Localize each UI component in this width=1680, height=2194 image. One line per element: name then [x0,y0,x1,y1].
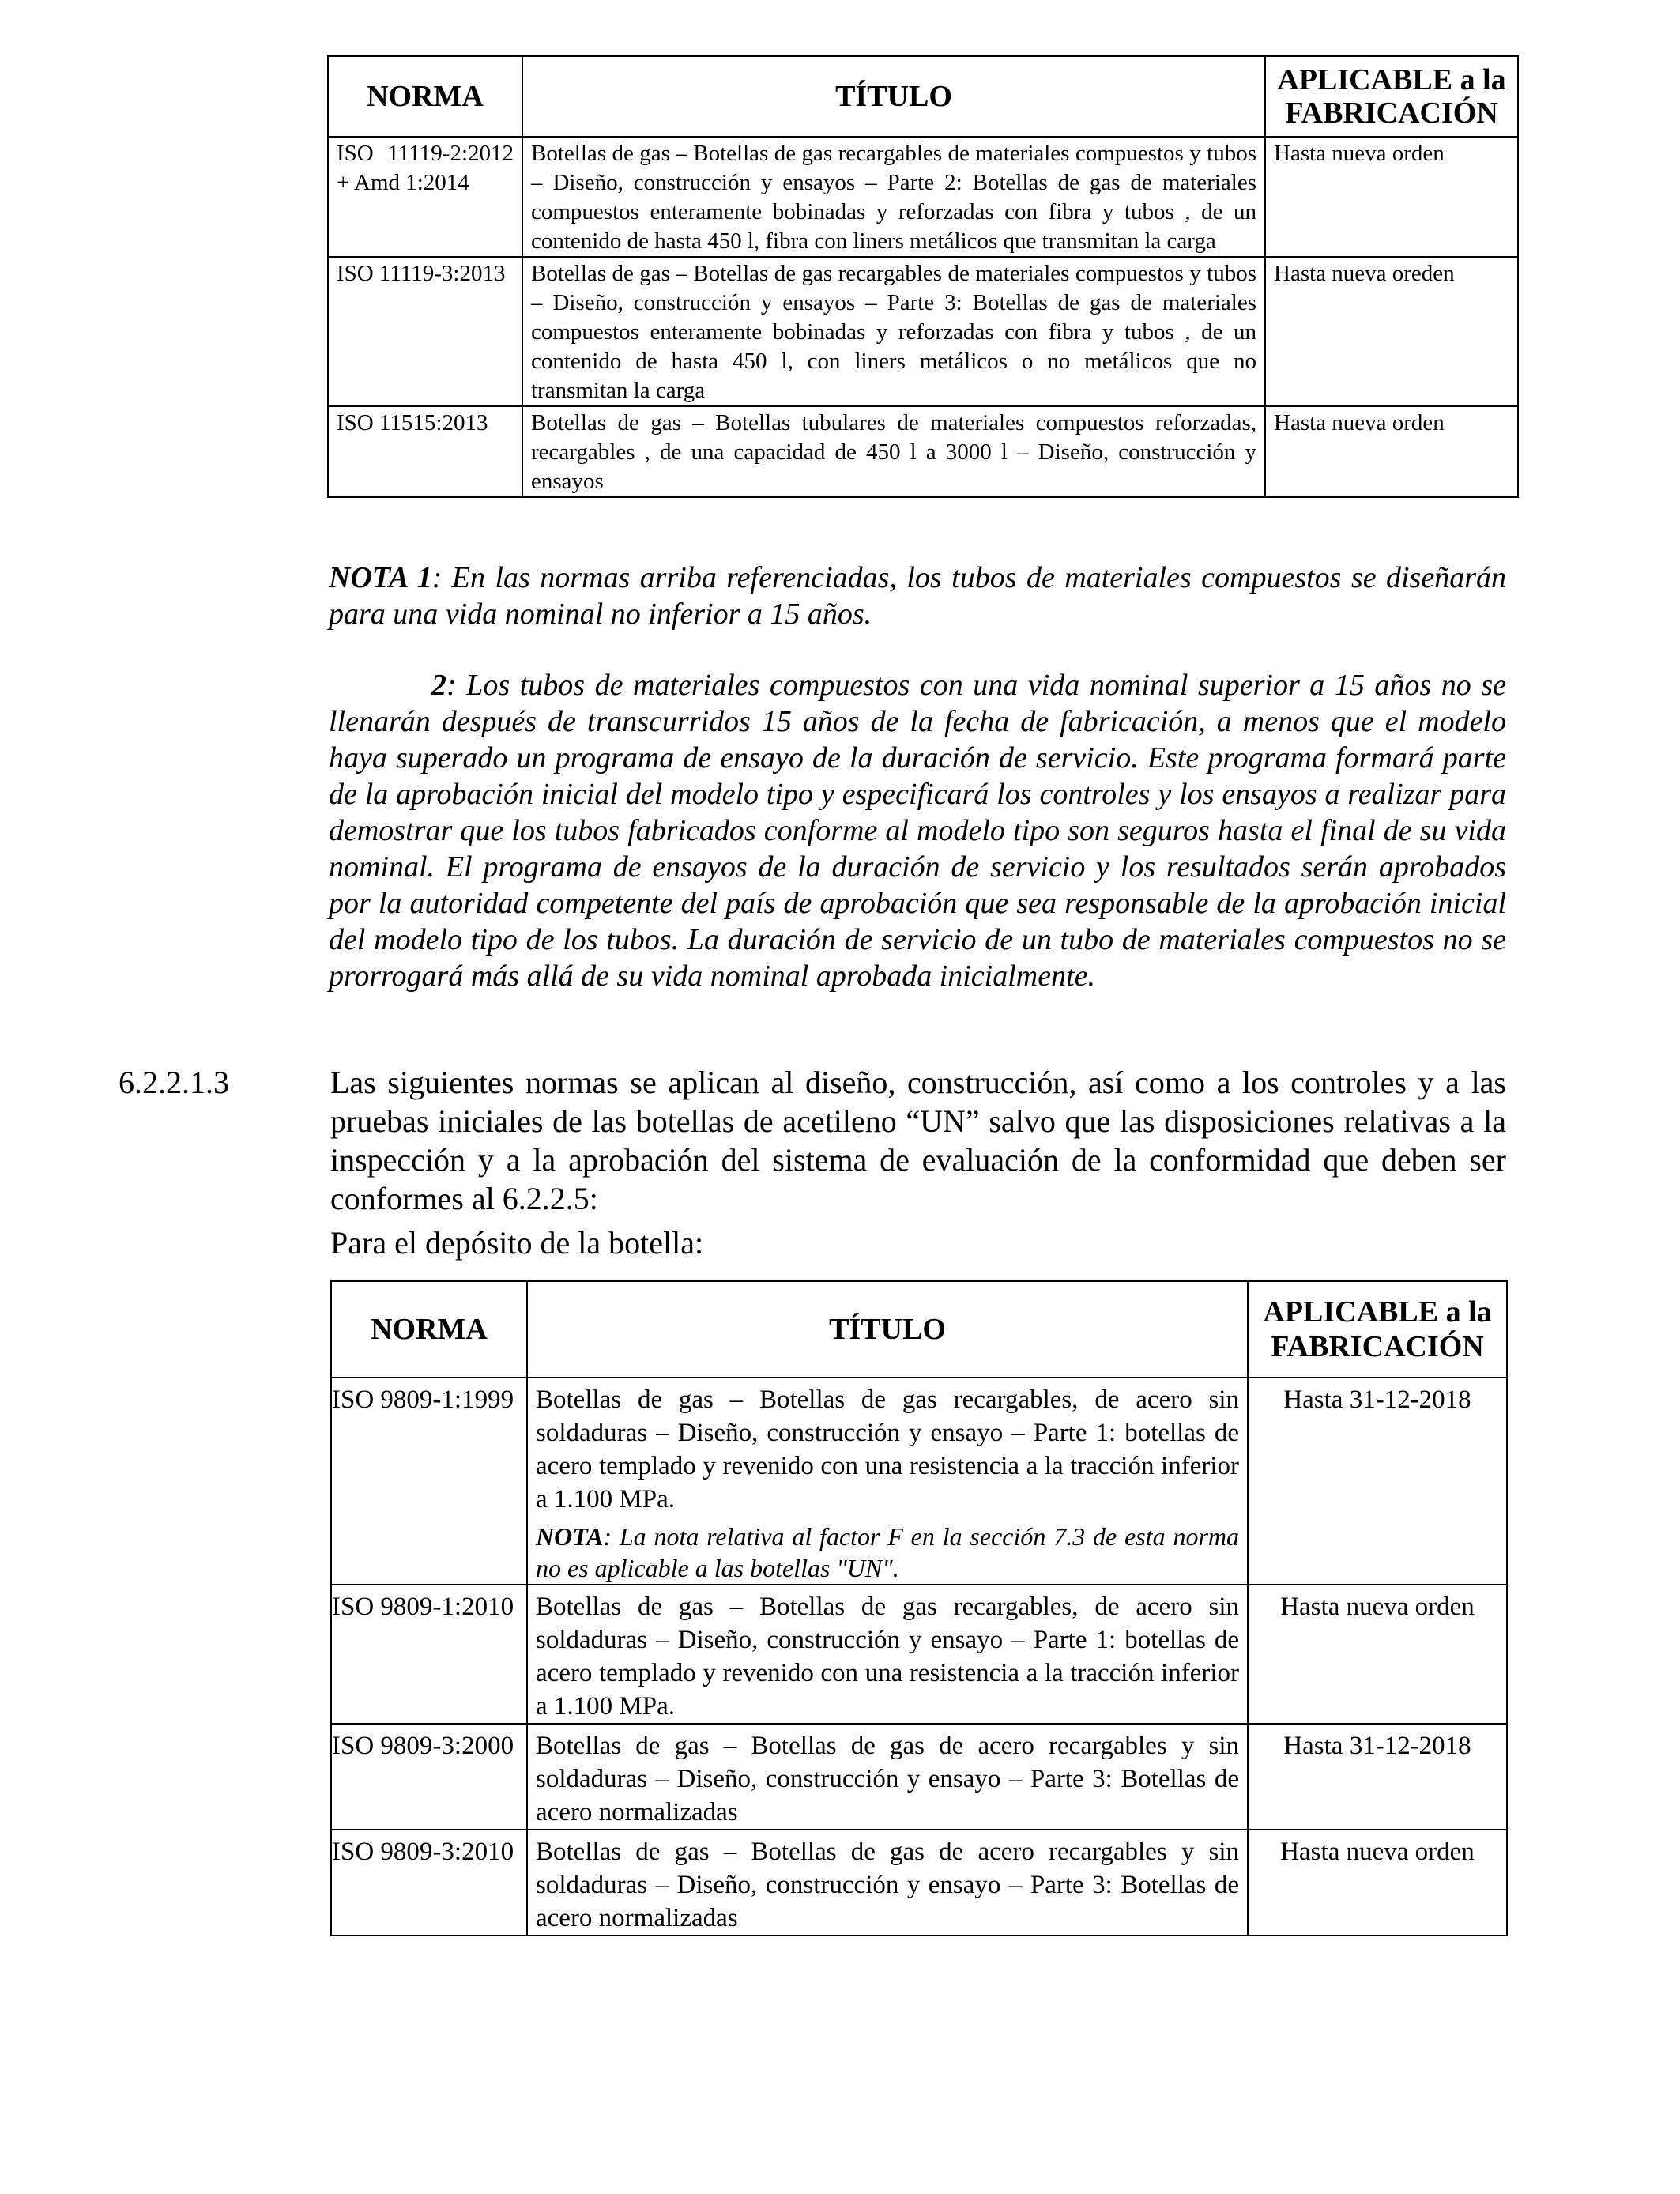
titulo-cell: Botellas de gas – Botellas de gas recargables de materiales compuestos y tubos – Diseño, construcción y ensayos – Parte 3: Botellas de gas de materiales compuestos enteramente bobinadas y reforzadas con fibra y tubos , de un contenido de hasta 450 l, con liners metálicos o no metálicos que no transmitan la carga [522,257,1265,406]
titulo-note [536,1521,1239,1584]
titulo-text: Botellas de gas – Botellas de gas recargables, de acero sin soldaduras – Diseño, construcción y ensayo – Parte 1: botellas de acero templado y revenido con una resistencia a la tracción inferior a 1.100 MPa. [536,1385,1239,1514]
header-titulo: TÍTULO [522,56,1265,137]
nota-2 [329,667,1506,994]
table-header-row [328,56,1518,137]
table-row [331,1724,1507,1830]
titulo-cell: Botellas de gas – Botellas de gas de acero recargables y sin soldaduras – Diseño, construcción y ensayo – Parte 3: Botellas de acero normalizadas [527,1724,1248,1830]
aplicable-cell: Hasta 31-12-2018 [1248,1724,1507,1830]
table-row [331,1585,1507,1724]
norma-cell: ISO 9809-1:2010 [331,1585,527,1724]
norma-cell: ISO 9809-3:2000 [331,1724,527,1830]
norma-cell: ISO 11515:2013 [328,406,522,497]
titulo-cell [527,1378,1248,1585]
table-row [331,1378,1507,1585]
nota-1-label: NOTA 1 [329,561,432,594]
header-norma: NORMA [328,56,522,137]
aplicable-cell: Hasta nueva orden [1248,1830,1507,1936]
header-titulo: TÍTULO [527,1281,1248,1378]
table-row [328,257,1518,406]
nota-1 [329,560,1506,632]
note-label: NOTA [536,1522,604,1551]
aplicable-cell: Hasta nueva oreden [1265,257,1518,406]
table-row [328,137,1518,257]
header-aplicable: APLICABLE a la FABRICACIÓN [1248,1281,1507,1378]
aplicable-cell: Hasta 31-12-2018 [1248,1378,1507,1585]
section-text: Las siguientes normas se aplican al diseño, construcción, así como a los controles y a las pruebas iniciales de las botellas de acetileno “UN” salvo que las disposiciones relativas a la inspección y a la aprobación del sistema de evaluación de la conformidad que deben ser conformes al 6.2.2.5: [330,1065,1506,1216]
nota-1-text: : En las normas arriba referenciadas, los tubos de materiales compuestos se diseñarán para una vida nominal no inferior a 15 años. [329,561,1507,631]
norma-cell: ISO 9809-3:2010 [331,1830,527,1936]
note-text: : La nota relativa al factor F en la sección 7.3 de esta norma no es aplicable a las botellas "UN". [536,1522,1239,1582]
aplicable-cell: Hasta nueva orden [1265,406,1518,497]
section-subheading: Para el depósito de la botella: [330,1225,704,1261]
norma-cell: ISO 11119-2:2012 + Amd 1:2014 [328,137,522,257]
header-aplicable: APLICABLE a la FABRICACIÓN [1265,56,1518,137]
standards-table-acetylene [330,1280,1508,1936]
titulo-cell: Botellas de gas – Botellas de gas recargables de materiales compuestos y tubos – Diseño, construcción y ensayos – Parte 2: Botellas de gas de materiales compuestos enteramente bobinadas y reforzadas con fibra y tubos , de un contenido de hasta 450 l, fibra con liners metálicos que transmitan la carga [522,137,1265,257]
aplicable-cell: Hasta nueva orden [1248,1585,1507,1724]
norma-cell: ISO 11119-3:2013 [328,257,522,406]
table-row [331,1830,1507,1936]
norma-cell: ISO 9809-1:1999 [331,1378,527,1585]
section-number: 6.2.2.1.3 [119,1065,229,1100]
table-header-row [331,1281,1507,1378]
header-norma: NORMA [331,1281,527,1378]
nota-2-text: : Los tubos de materiales compuestos con una vida nominal superior a 15 años no se llenarán después de transcurridos 15 años de la fecha de fabricación, a menos que el modelo haya superado un programa de ensayo de la duración de servicio. Este programa formará parte de la aprobación inicial del modelo tipo y especificará los controles y los ensayos a realizar para demostrar que los tubos fabricados conforme al modelo tipo son seguros hasta el final de su vida nominal. El programa de ensayos de la duración de servicio y los resultados serán aprobados por la autoridad competente del país de aprobación que sea responsable de la aprobación inicial del modelo tipo de los tubos. La duración de servicio de un tubo de materiales compuestos no se prorrogará más allá de su vida nominal aprobada inicialmente. [329,669,1506,993]
titulo-cell: Botellas de gas – Botellas tubulares de materiales compuestos reforzadas, recargables , de una capacidad de 450 l a 3000 l – Diseño, construcción y ensayos [522,406,1265,497]
standards-table-composite [327,55,1519,498]
titulo-cell: Botellas de gas – Botellas de gas de acero recargables y sin soldaduras – Diseño, construcción y ensayo – Parte 3: Botellas de acero normalizadas [527,1830,1248,1936]
nota-2-label: 2 [431,669,446,702]
table-row [328,406,1518,497]
aplicable-cell: Hasta nueva orden [1265,137,1518,257]
titulo-cell: Botellas de gas – Botellas de gas recargables, de acero sin soldaduras – Diseño, construcción y ensayo – Parte 1: botellas de acero templado y revenido con una resistencia a la tracción inferior a 1.100 MPa. [527,1585,1248,1724]
